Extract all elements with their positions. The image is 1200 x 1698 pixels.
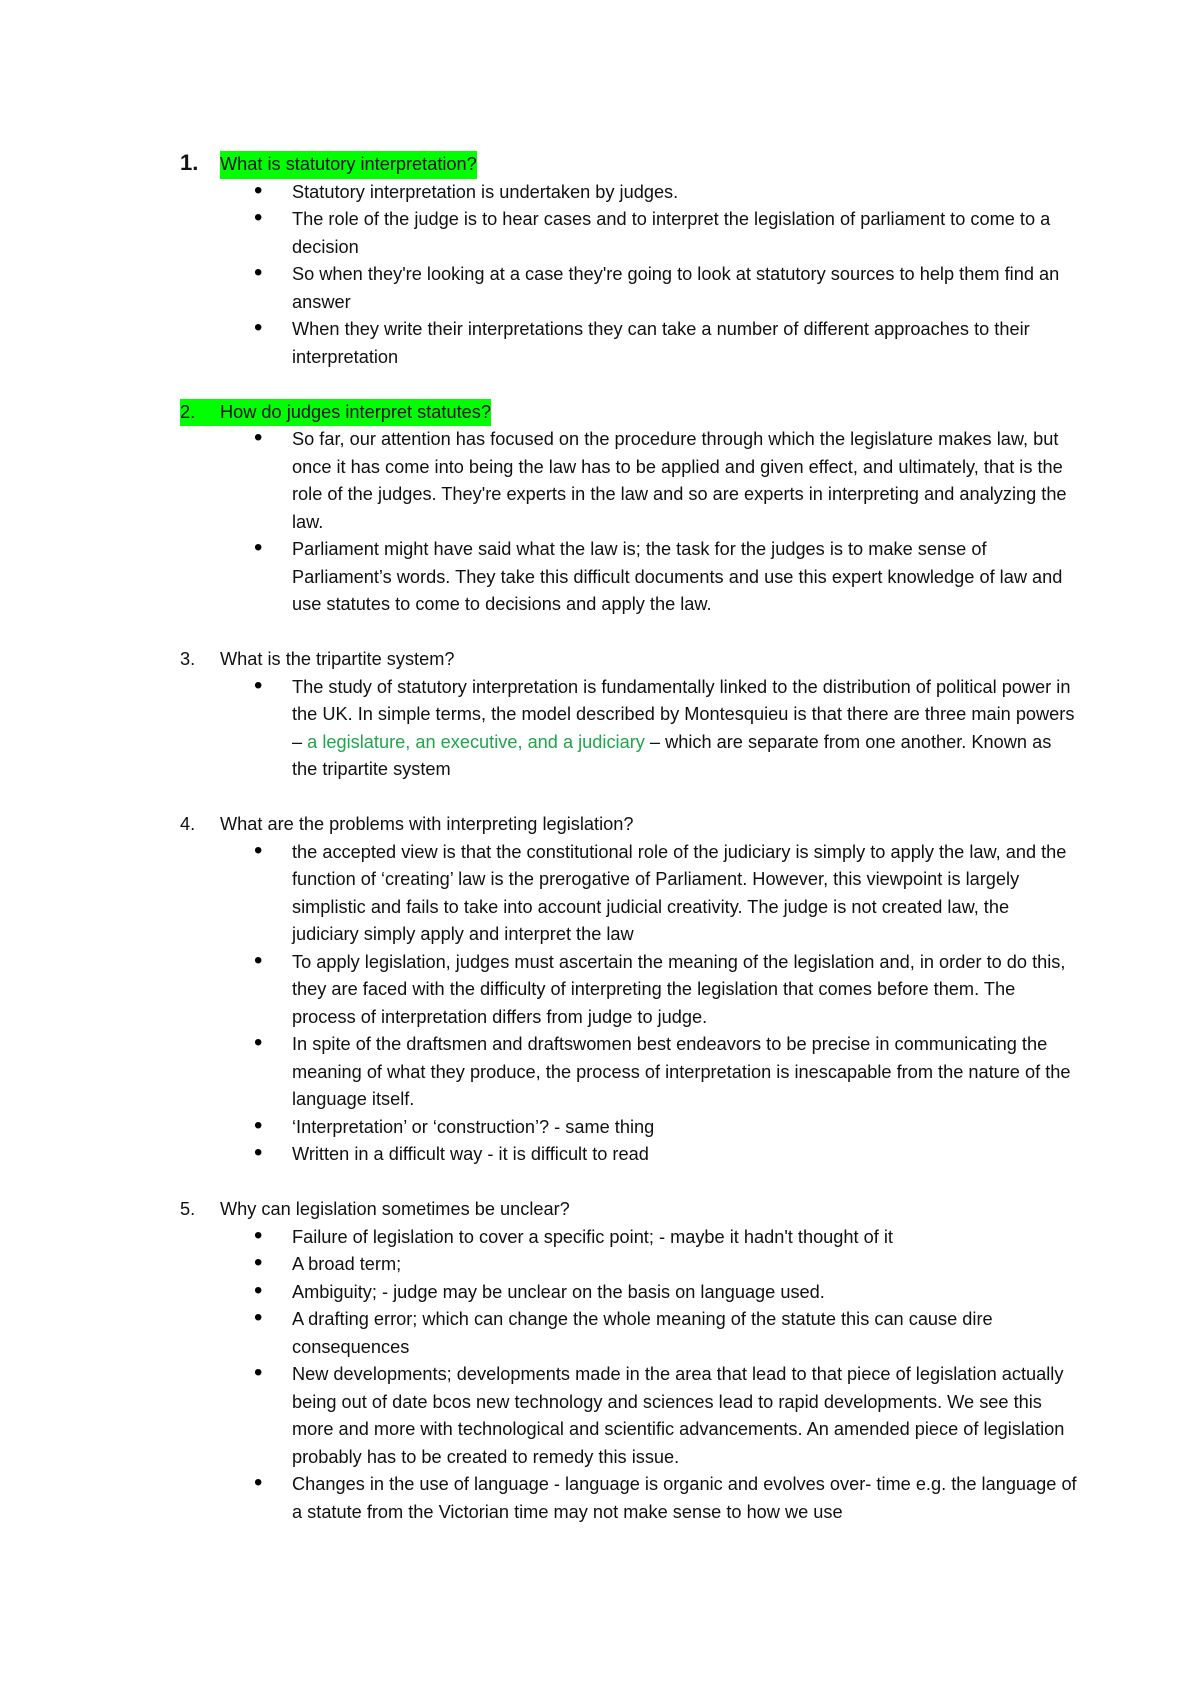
section-1 [180, 149, 1080, 371]
bullet-list [180, 426, 1080, 619]
bullet-item: • To apply legislation, judges must ascertain the meaning of the legislation and, in order to do this, they are faced with the difficulty of interpreting the legislation that comes before them. The process of interpretation differs from judge to judge. [292, 949, 1080, 1032]
bullet-item: • Ambiguity; - judge may be unclear on the basis on language used. [292, 1279, 1080, 1307]
section-2 [180, 399, 1080, 619]
bullet-list [180, 674, 1080, 784]
bullet-item: • Parliament might have said what the law is; the task for the judges is to make sense of Parliament’s words. They take this difficult documents and use this expert knowledge of law and use statutes to come to decisions and apply the law. [292, 536, 1080, 619]
question-number: 5. [180, 1199, 196, 1219]
bullet-item: • Failure of legislation to cover a specific point; - maybe it hadn't thought of it [292, 1224, 1080, 1252]
bullet-list [180, 179, 1080, 372]
question-number: 3. [180, 649, 196, 669]
question-number: 2. [180, 399, 220, 427]
question-heading [180, 1196, 1080, 1224]
question-text: Why can legislation sometimes be unclear? [220, 1199, 570, 1219]
bullet-item: • the accepted view is that the constitutional role of the judiciary is simply to apply the law, and the function of ‘creating’ law is the prerogative of Parliament. However, this viewpoint is largely simplistic and fails to take into account judicial creativity. The judge is not created law, the judiciary simply apply and interpret the law [292, 839, 1080, 949]
bullet-item [292, 674, 1080, 784]
bullet-item: • Changes in the use of language - language is organic and evolves over- time e.g. the language of a statute from the Victorian time may not make sense to how we use [292, 1471, 1080, 1526]
bullet-text: The study of statutory interpretation is fundamentally linked to the distribution of political power in the UK. In simple terms, the model described by Montesquieu is that there are three main powers – [292, 676, 1075, 752]
question-text: How do judges interpret statutes? [220, 399, 491, 427]
section-4 [180, 811, 1080, 1169]
bullet-item: • When they write their interpretations they can take a number of different approaches to their interpretation [292, 316, 1080, 371]
highlighted-phrase: a legislature, an executive, and a judiciary [307, 731, 645, 752]
bullet-item: • Written in a difficult way - it is difficult to read [292, 1141, 1080, 1169]
question-heading [180, 399, 1080, 427]
bullet-item: • The role of the judge is to hear cases and to interpret the legislation of parliament to come to a decision [292, 206, 1080, 261]
document-body [180, 149, 1080, 1554]
bullet-item: • Statutory interpretation is undertaken by judges. [292, 179, 1080, 207]
question-number: 1. [180, 150, 199, 175]
bullet-item: • New developments; developments made in the area that lead to that piece of legislation actually being out of date bcos new technology and sciences lead to rapid developments. We see this more and more with technological and scientific advancements. An amended piece of legislation probably has to be created to remedy this issue. [292, 1361, 1080, 1471]
question-heading [180, 149, 1080, 179]
bullet-item: • In spite of the draftsmen and draftswomen best endeavors to be precise in communicating the meaning of what they produce, the process of interpretation is inescapable from the nature of the language itself. [292, 1031, 1080, 1114]
section-5 [180, 1196, 1080, 1526]
bullet-item: • A broad term; [292, 1251, 1080, 1279]
question-heading [180, 646, 1080, 674]
bullet-list [180, 1224, 1080, 1527]
bullet-item: • ‘Interpretation’ or ‘construction’? - same thing [292, 1114, 1080, 1142]
section-3 [180, 646, 1080, 784]
question-text: What is statutory interpretation? [220, 151, 477, 179]
bullet-list [180, 839, 1080, 1169]
bullet-item: • A drafting error; which can change the whole meaning of the statute this can cause dire consequences [292, 1306, 1080, 1361]
bullet-item: • So when they're looking at a case they're going to look at statutory sources to help them find an answer [292, 261, 1080, 316]
question-text: What is the tripartite system? [220, 649, 455, 669]
bullet-text: – which are separate from one another. Known as the tripartite system [292, 731, 1052, 779]
bullet-item: • So far, our attention has focused on the procedure through which the legislature makes law, but once it has come into being the law has to be applied and given effect, and ultimately, that is the role of the judges. They're experts in the law and so are experts in interpreting and analyzing the law. [292, 426, 1080, 536]
question-heading [180, 811, 1080, 839]
question-number: 4. [180, 814, 196, 834]
question-text: What are the problems with interpreting legislation? [220, 814, 634, 834]
